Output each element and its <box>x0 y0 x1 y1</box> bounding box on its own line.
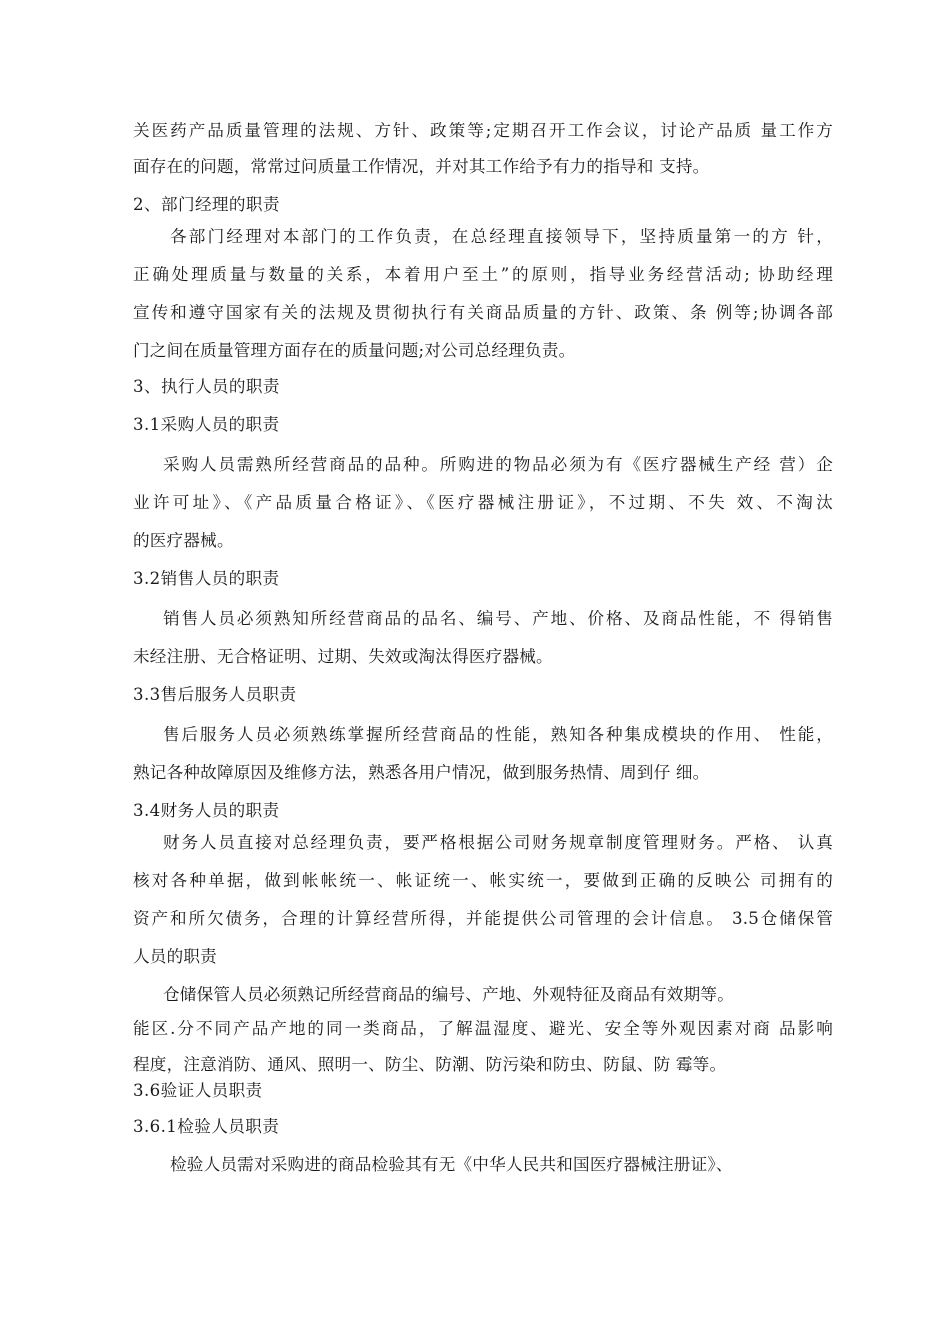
paragraph-line: 仓储保管人员必须熟记所经营商品的编号、产地、外观特征及商品有效期等。 <box>163 985 734 1004</box>
paragraph-line: 未经注册、无合格证明、过期、失效或淘汰得医疗器械。 <box>133 647 553 666</box>
subsection-heading: 3.6.1检验人员职责 <box>133 1117 280 1136</box>
paragraph-line: 采购人员需熟所经营商品的品种。所购进的物品必须为有《医疗器械生产经 营）企 <box>163 455 833 474</box>
paragraph-line: 业许可址》、《产品质量合格证》、《医疗器械注册证》，不过期、不失 效、不淘汰 <box>133 493 833 512</box>
paragraph-line: 熟记各种故障原因及维修方法，熟悉各用户情况，做到服务热情、周到仔 细。 <box>133 763 710 782</box>
paragraph-line: 核对各种单据，做到帐帐统一、帐证统一、帐实统一，要做到正确的反映公 司拥有的 <box>133 871 833 890</box>
paragraph-line: 财务人员直接对总经理负责，要严格根据公司财务规章制度管理财务。严格、 认真 <box>163 833 833 852</box>
paragraph-line: 面存在的问题，常常过问质量工作情况，并对其工作给予有力的指导和 支持。 <box>133 157 710 176</box>
paragraph-line: 宣传和遵守国家有关的法规及贯彻执行有关商品质量的方针、政策、条 例等;协调各部 <box>133 303 833 322</box>
paragraph-line: 正确处理质量与数量的关系，本着用户至土”的原则，指导业务经营活动; 协助经理 <box>133 265 833 284</box>
paragraph-line: 能区.分不同产品产地的同一类商品，了解温湿度、避光、安全等外观因素对商 品影响 <box>133 1019 833 1038</box>
section-heading: 2、部门经理的职责 <box>133 195 280 214</box>
paragraph-line: 关医药产品质量管理的法规、方针、政策等;定期召开工作会议，讨论产品质 量工作方 <box>133 121 833 140</box>
paragraph-line: 各部门经理对本部门的工作负责，在总经理直接领导下，坚持质量第一的方 针， <box>170 227 833 246</box>
paragraph-line: 售后服务人员必须熟练掌握所经营商品的性能，熟知各种集成模块的作用、 性能， <box>163 725 833 744</box>
subsection-heading: 3.4财务人员的职责 <box>133 801 280 820</box>
paragraph-line: 销售人员必须熟知所经营商品的品名、编号、产地、价格、及商品性能，不 得销售 <box>163 609 833 628</box>
section-heading: 3、执行人员的职责 <box>133 377 280 396</box>
paragraph-line: 资产和所欠债务，合理的计算经营所得，并能提供公司管理的会计信息。 3.5仓储保管 <box>133 909 833 928</box>
subsection-heading: 3.3售后服务人员职责 <box>133 685 297 704</box>
paragraph-line: 门之间在质量管理方面存在的质量问题;对公司总经理负责。 <box>133 341 576 360</box>
subsection-heading: 3.6验证人员职责 <box>133 1081 263 1100</box>
paragraph-line: 的医疗器械。 <box>133 531 234 550</box>
paragraph-line: 检验人员需对采购进的商品检验其有无《中华人民共和国医疗器械注册证》、 <box>170 1155 733 1174</box>
paragraph-line: 人员的职责 <box>133 947 217 966</box>
subsection-heading: 3.2销售人员的职责 <box>133 569 280 588</box>
paragraph-line: 程度，注意消防、通风、照明一、防尘、防潮、防污染和防虫、防鼠、防 霉等。 <box>133 1055 727 1074</box>
subsection-heading: 3.1采购人员的职责 <box>133 415 280 434</box>
